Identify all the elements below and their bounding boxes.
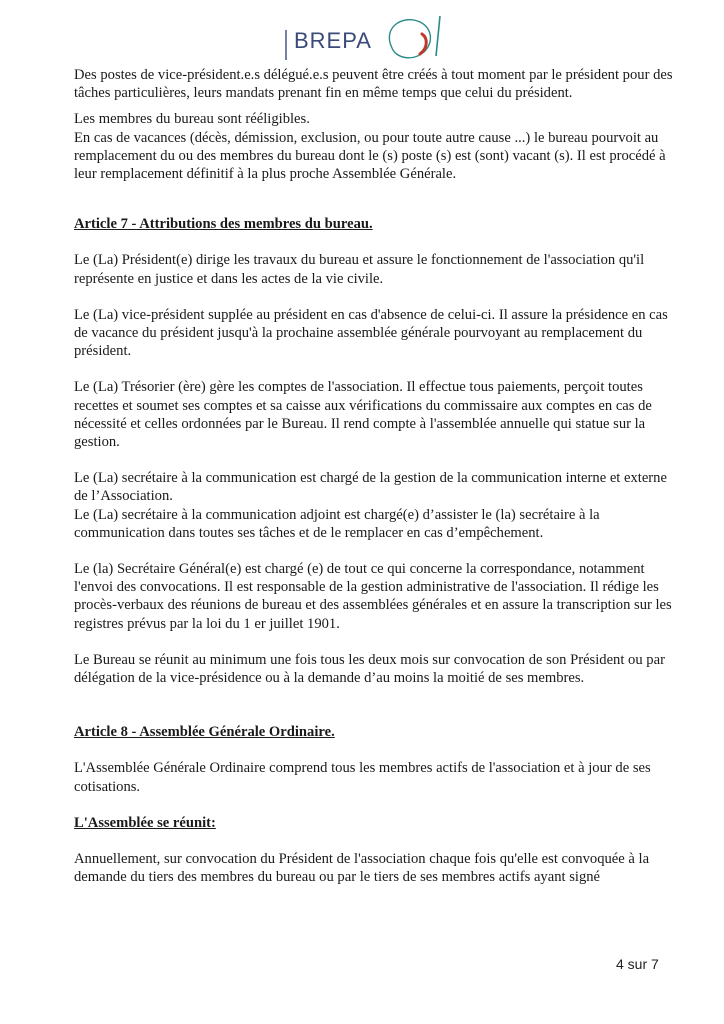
- paragraph-vice-president: Le (La) vice-président supplée au président en cas d'absence de celui-ci. Il assure la présidence en cas de vacance du président jusqu'à la prochaine assemblée générale pourvoyant au remplacement du président.: [74, 306, 668, 360]
- paragraph-vacancies: En cas de vacances (décès, démission, exclusion, ou pour toute autre cause ...) le bureau pourvoit au remplacement du ou des membres du bureau dont le (s) poste (s) est (sont) vacant (s). Il est procédé à leur remplacement définitif à la plus proche Assemblée Générale.: [74, 129, 666, 183]
- paragraph-treasurer: Le (La) Trésorier (ère) gère les comptes de l'association. Il effectue tous paiements, perçoit toutes recettes et soumet ses comptes et sa caisse aux vérifications du commissaire aux comptes en cas de nécessité et celles ordonnées par le Bureau. Il rend compte à l'assemblée annuelle qui statue sur la gestion.: [74, 379, 652, 451]
- paragraph-bureau-meetings: Le Bureau se réunit au minimum une fois tous les deux mois sur convocation de son Président ou par délégation de la vice-présidence ou à la demande d’au moins la moitié de ses membres.: [74, 651, 665, 687]
- paragraph-president: Le (La) Président(e) dirige les travaux du bureau et assure le fonctionnement de l'association qu'il représente en justice et dans les actes de la vie civile.: [74, 252, 645, 287]
- paragraph-secretary-general: Le (la) Secrétaire Général(e) est chargé (e) de tout ce qui concerne la correspondance, notamment l'envoi des convocations. Il est responsable de la gestion administrative de l'association. Il rédige les procès-verbaux des réunions de bureau et des assemblées générales et en assure la transcription sur les registres prévus par la loi du 1 er juillet 1901.: [74, 561, 672, 632]
- document-body: [74, 66, 674, 887]
- paragraph-vice-presidents: Des postes de vice-président.e.s délégué.e.s peuvent être créés à tout moment par le président pour des tâches particulières, leurs mandats prenant fin en même temps que celui du président.: [74, 67, 673, 102]
- paragraph-communication-secretary: Le (La) secrétaire à la communication est chargé de la gestion de la communication interne et externe de l’Association.: [74, 470, 667, 505]
- article-7-heading: Article 7 - Attributions des membres du bureau.: [74, 216, 373, 233]
- assembly-subheading: L'Assemblée se réunit:: [74, 814, 216, 831]
- paragraph-ago-members: L'Assemblée Générale Ordinaire comprend tous les membres actifs de l'association et à jour de ses cotisations.: [74, 760, 651, 795]
- paragraph-annual-convocation: Annuellement, sur convocation du Président de l'association chaque fois qu'elle est convoquée à la demande du tiers des membres du bureau ou par le tiers de ses membres actifs ayant signé: [74, 851, 650, 886]
- page-number: 4 sur 7: [616, 956, 659, 972]
- paragraph-reeligible: Les membres du bureau sont rééligibles.: [74, 111, 310, 128]
- article-8-heading: Article 8 - Assemblée Générale Ordinaire.: [74, 724, 335, 741]
- logo-text: BREPA: [294, 28, 372, 53]
- paragraph-communication-deputy: Le (La) secrétaire à la communication adjoint est chargé(e) d’assister le (la) secrétaire à la communication dans toutes ses tâches et de le remplacer en cas d’empêchement.: [74, 506, 600, 541]
- association-logo: [272, 8, 462, 64]
